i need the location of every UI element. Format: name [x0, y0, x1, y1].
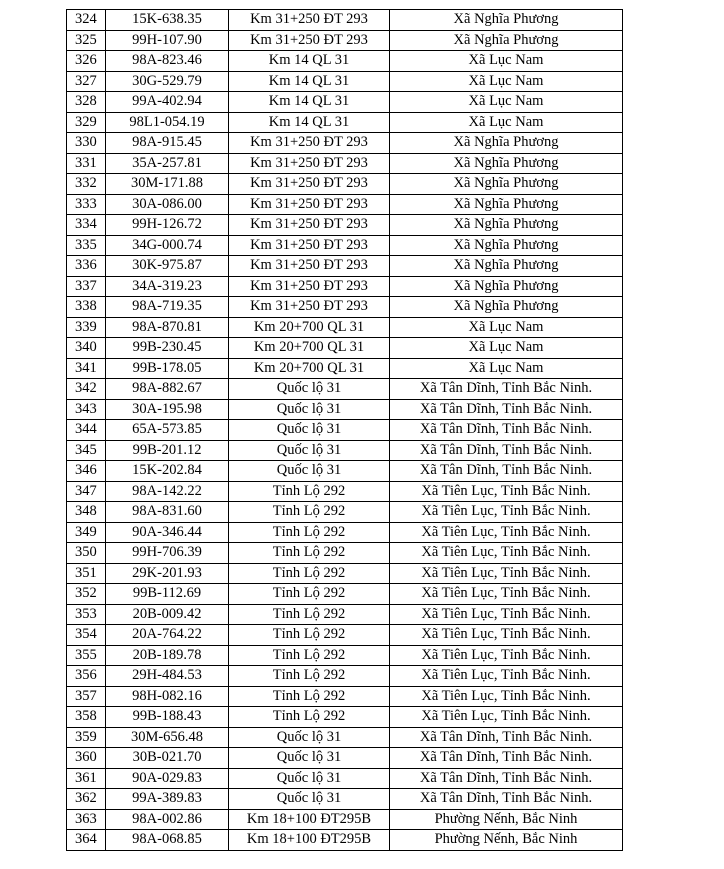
license-plate-cell: 99B-201.12	[106, 440, 229, 461]
license-plate-cell: 98L1-054.19	[106, 112, 229, 133]
license-plate-cell: 98A-823.46	[106, 51, 229, 72]
license-plate-cell: 29H-484.53	[106, 666, 229, 687]
license-plate-cell: 98A-719.35	[106, 297, 229, 318]
location-cell: Km 31+250 ĐT 293	[229, 235, 390, 256]
commune-cell: Xã Nghĩa Phương	[390, 297, 623, 318]
row-number-cell: 347	[67, 481, 106, 502]
table-row	[67, 645, 623, 666]
location-cell: Tỉnh Lộ 292	[229, 625, 390, 646]
violations-table	[66, 9, 623, 851]
license-plate-cell: 30A-195.98	[106, 399, 229, 420]
table-row	[67, 399, 623, 420]
commune-cell: Xã Nghĩa Phương	[390, 276, 623, 297]
commune-cell: Xã Nghĩa Phương	[390, 133, 623, 154]
commune-cell: Xã Lục Nam	[390, 112, 623, 133]
license-plate-cell: 30M-171.88	[106, 174, 229, 195]
table-row	[67, 317, 623, 338]
table-row	[67, 727, 623, 748]
table-row	[67, 174, 623, 195]
row-number-cell: 339	[67, 317, 106, 338]
row-number-cell: 363	[67, 809, 106, 830]
commune-cell: Xã Tân Dĩnh, Tỉnh Bắc Ninh.	[390, 768, 623, 789]
license-plate-cell: 99A-389.83	[106, 789, 229, 810]
license-plate-cell: 98A-068.85	[106, 830, 229, 851]
table-row	[67, 276, 623, 297]
row-number-cell: 344	[67, 420, 106, 441]
row-number-cell: 341	[67, 358, 106, 379]
commune-cell: Xã Tiên Lục, Tỉnh Bắc Ninh.	[390, 686, 623, 707]
table-row	[67, 112, 623, 133]
row-number-cell: 350	[67, 543, 106, 564]
row-number-cell: 333	[67, 194, 106, 215]
license-plate-cell: 99B-188.43	[106, 707, 229, 728]
license-plate-cell: 90A-346.44	[106, 522, 229, 543]
row-number-cell: 359	[67, 727, 106, 748]
commune-cell: Xã Nghĩa Phương	[390, 235, 623, 256]
commune-cell: Xã Tân Dĩnh, Tỉnh Bắc Ninh.	[390, 420, 623, 441]
location-cell: Tỉnh Lộ 292	[229, 481, 390, 502]
row-number-cell: 356	[67, 666, 106, 687]
row-number-cell: 349	[67, 522, 106, 543]
location-cell: Km 31+250 ĐT 293	[229, 256, 390, 277]
location-cell: Tỉnh Lộ 292	[229, 563, 390, 584]
license-plate-cell: 98H-082.16	[106, 686, 229, 707]
commune-cell: Xã Tiên Lục, Tỉnh Bắc Ninh.	[390, 543, 623, 564]
table-row	[67, 563, 623, 584]
row-number-cell: 332	[67, 174, 106, 195]
location-cell: Km 31+250 ĐT 293	[229, 10, 390, 31]
table-body	[67, 10, 623, 851]
location-cell: Km 31+250 ĐT 293	[229, 133, 390, 154]
commune-cell: Xã Tân Dĩnh, Tỉnh Bắc Ninh.	[390, 399, 623, 420]
license-plate-cell: 98A-882.67	[106, 379, 229, 400]
table-row	[67, 338, 623, 359]
table-row	[67, 543, 623, 564]
license-plate-cell: 29K-201.93	[106, 563, 229, 584]
table-row	[67, 789, 623, 810]
row-number-cell: 324	[67, 10, 106, 31]
commune-cell: Xã Tân Dĩnh, Tỉnh Bắc Ninh.	[390, 440, 623, 461]
commune-cell: Xã Tân Dĩnh, Tỉnh Bắc Ninh.	[390, 789, 623, 810]
table-row	[67, 30, 623, 51]
license-plate-cell: 34A-319.23	[106, 276, 229, 297]
row-number-cell: 360	[67, 748, 106, 769]
row-number-cell: 331	[67, 153, 106, 174]
table-row	[67, 256, 623, 277]
location-cell: Km 14 QL 31	[229, 92, 390, 113]
license-plate-cell: 99H-107.90	[106, 30, 229, 51]
row-number-cell: 335	[67, 235, 106, 256]
location-cell: Quốc lộ 31	[229, 789, 390, 810]
commune-cell: Xã Nghĩa Phương	[390, 194, 623, 215]
table-row	[67, 625, 623, 646]
row-number-cell: 343	[67, 399, 106, 420]
location-cell: Quốc lộ 31	[229, 379, 390, 400]
row-number-cell: 346	[67, 461, 106, 482]
commune-cell: Xã Tân Dĩnh, Tỉnh Bắc Ninh.	[390, 748, 623, 769]
location-cell: Quốc lộ 31	[229, 461, 390, 482]
table-row	[67, 748, 623, 769]
commune-cell: Xã Tiên Lục, Tỉnh Bắc Ninh.	[390, 481, 623, 502]
location-cell: Km 31+250 ĐT 293	[229, 174, 390, 195]
license-plate-cell: 15K-202.84	[106, 461, 229, 482]
license-plate-cell: 20B-009.42	[106, 604, 229, 625]
row-number-cell: 334	[67, 215, 106, 236]
row-number-cell: 326	[67, 51, 106, 72]
location-cell: Km 18+100 ĐT295B	[229, 830, 390, 851]
row-number-cell: 362	[67, 789, 106, 810]
license-plate-cell: 98A-870.81	[106, 317, 229, 338]
location-cell: Tỉnh Lộ 292	[229, 502, 390, 523]
location-cell: Km 14 QL 31	[229, 112, 390, 133]
table-row	[67, 379, 623, 400]
commune-cell: Xã Tân Dĩnh, Tỉnh Bắc Ninh.	[390, 461, 623, 482]
commune-cell: Xã Lục Nam	[390, 51, 623, 72]
row-number-cell: 345	[67, 440, 106, 461]
commune-cell: Xã Tiên Lục, Tỉnh Bắc Ninh.	[390, 666, 623, 687]
commune-cell: Xã Nghĩa Phương	[390, 215, 623, 236]
location-cell: Km 31+250 ĐT 293	[229, 297, 390, 318]
table-row	[67, 235, 623, 256]
location-cell: Km 18+100 ĐT295B	[229, 809, 390, 830]
row-number-cell: 329	[67, 112, 106, 133]
commune-cell: Xã Tiên Lục, Tỉnh Bắc Ninh.	[390, 707, 623, 728]
row-number-cell: 342	[67, 379, 106, 400]
table-row	[67, 215, 623, 236]
location-cell: Quốc lộ 31	[229, 440, 390, 461]
commune-cell: Xã Tiên Lục, Tỉnh Bắc Ninh.	[390, 604, 623, 625]
row-number-cell: 328	[67, 92, 106, 113]
license-plate-cell: 65A-573.85	[106, 420, 229, 441]
table-row	[67, 604, 623, 625]
row-number-cell: 364	[67, 830, 106, 851]
license-plate-cell: 98A-002.86	[106, 809, 229, 830]
commune-cell: Xã Nghĩa Phương	[390, 256, 623, 277]
license-plate-cell: 98A-831.60	[106, 502, 229, 523]
commune-cell: Xã Tiên Lục, Tỉnh Bắc Ninh.	[390, 645, 623, 666]
location-cell: Tỉnh Lộ 292	[229, 707, 390, 728]
table-row	[67, 686, 623, 707]
license-plate-cell: 99A-402.94	[106, 92, 229, 113]
location-cell: Tỉnh Lộ 292	[229, 686, 390, 707]
commune-cell: Xã Tiên Lục, Tỉnh Bắc Ninh.	[390, 522, 623, 543]
location-cell: Quốc lộ 31	[229, 748, 390, 769]
commune-cell: Xã Lục Nam	[390, 358, 623, 379]
location-cell: Quốc lộ 31	[229, 420, 390, 441]
commune-cell: Xã Tiên Lục, Tỉnh Bắc Ninh.	[390, 625, 623, 646]
license-plate-cell: 30M-656.48	[106, 727, 229, 748]
row-number-cell: 336	[67, 256, 106, 277]
location-cell: Tỉnh Lộ 292	[229, 522, 390, 543]
row-number-cell: 351	[67, 563, 106, 584]
table-row	[67, 481, 623, 502]
row-number-cell: 352	[67, 584, 106, 605]
row-number-cell: 358	[67, 707, 106, 728]
row-number-cell: 357	[67, 686, 106, 707]
license-plate-cell: 99B-112.69	[106, 584, 229, 605]
commune-cell: Xã Nghĩa Phương	[390, 30, 623, 51]
license-plate-cell: 30A-086.00	[106, 194, 229, 215]
table-row	[67, 92, 623, 113]
location-cell: Tỉnh Lộ 292	[229, 584, 390, 605]
location-cell: Km 20+700 QL 31	[229, 338, 390, 359]
table-row	[67, 522, 623, 543]
row-number-cell: 330	[67, 133, 106, 154]
license-plate-cell: 30G-529.79	[106, 71, 229, 92]
license-plate-cell: 99H-126.72	[106, 215, 229, 236]
row-number-cell: 361	[67, 768, 106, 789]
location-cell: Tỉnh Lộ 292	[229, 543, 390, 564]
table-row	[67, 584, 623, 605]
row-number-cell: 327	[67, 71, 106, 92]
table-row	[67, 666, 623, 687]
location-cell: Km 14 QL 31	[229, 51, 390, 72]
license-plate-cell: 20B-189.78	[106, 645, 229, 666]
table-row	[67, 768, 623, 789]
commune-cell: Xã Nghĩa Phương	[390, 174, 623, 195]
license-plate-cell: 34G-000.74	[106, 235, 229, 256]
commune-cell: Xã Tân Dĩnh, Tỉnh Bắc Ninh.	[390, 379, 623, 400]
location-cell: Km 31+250 ĐT 293	[229, 215, 390, 236]
license-plate-cell: 98A-915.45	[106, 133, 229, 154]
license-plate-cell: 99H-706.39	[106, 543, 229, 564]
location-cell: Km 31+250 ĐT 293	[229, 153, 390, 174]
table-row	[67, 194, 623, 215]
table-row	[67, 71, 623, 92]
commune-cell: Xã Tân Dĩnh, Tỉnh Bắc Ninh.	[390, 727, 623, 748]
table-row	[67, 830, 623, 851]
location-cell: Tỉnh Lộ 292	[229, 666, 390, 687]
commune-cell: Xã Lục Nam	[390, 317, 623, 338]
license-plate-cell: 98A-142.22	[106, 481, 229, 502]
row-number-cell: 340	[67, 338, 106, 359]
location-cell: Tỉnh Lộ 292	[229, 645, 390, 666]
commune-cell: Xã Tiên Lục, Tỉnh Bắc Ninh.	[390, 563, 623, 584]
location-cell: Quốc lộ 31	[229, 768, 390, 789]
license-plate-cell: 99B-178.05	[106, 358, 229, 379]
location-cell: Quốc lộ 31	[229, 399, 390, 420]
location-cell: Km 31+250 ĐT 293	[229, 194, 390, 215]
row-number-cell: 348	[67, 502, 106, 523]
table-row	[67, 420, 623, 441]
table-row	[67, 10, 623, 31]
row-number-cell: 355	[67, 645, 106, 666]
table-row	[67, 461, 623, 482]
commune-cell: Xã Lục Nam	[390, 338, 623, 359]
commune-cell: Xã Nghĩa Phương	[390, 153, 623, 174]
license-plate-cell: 35A-257.81	[106, 153, 229, 174]
table-row	[67, 133, 623, 154]
row-number-cell: 325	[67, 30, 106, 51]
table-row	[67, 440, 623, 461]
table-row	[67, 51, 623, 72]
license-plate-cell: 99B-230.45	[106, 338, 229, 359]
location-cell: Km 31+250 ĐT 293	[229, 276, 390, 297]
table-row	[67, 502, 623, 523]
row-number-cell: 337	[67, 276, 106, 297]
location-cell: Tỉnh Lộ 292	[229, 604, 390, 625]
location-cell: Km 14 QL 31	[229, 71, 390, 92]
commune-cell: Phường Nếnh, Bắc Ninh	[390, 830, 623, 851]
row-number-cell: 354	[67, 625, 106, 646]
commune-cell: Phường Nếnh, Bắc Ninh	[390, 809, 623, 830]
location-cell: Quốc lộ 31	[229, 727, 390, 748]
license-plate-cell: 30K-975.87	[106, 256, 229, 277]
table-row	[67, 358, 623, 379]
location-cell: Km 20+700 QL 31	[229, 358, 390, 379]
row-number-cell: 338	[67, 297, 106, 318]
table-row	[67, 297, 623, 318]
license-plate-cell: 15K-638.35	[106, 10, 229, 31]
license-plate-cell: 30B-021.70	[106, 748, 229, 769]
commune-cell: Xã Nghĩa Phương	[390, 10, 623, 31]
commune-cell: Xã Tiên Lục, Tỉnh Bắc Ninh.	[390, 502, 623, 523]
license-plate-cell: 20A-764.22	[106, 625, 229, 646]
table-row	[67, 153, 623, 174]
commune-cell: Xã Lục Nam	[390, 71, 623, 92]
commune-cell: Xã Tiên Lục, Tỉnh Bắc Ninh.	[390, 584, 623, 605]
table-row	[67, 707, 623, 728]
row-number-cell: 353	[67, 604, 106, 625]
commune-cell: Xã Lục Nam	[390, 92, 623, 113]
table-row	[67, 809, 623, 830]
location-cell: Km 31+250 ĐT 293	[229, 30, 390, 51]
license-plate-cell: 90A-029.83	[106, 768, 229, 789]
location-cell: Km 20+700 QL 31	[229, 317, 390, 338]
